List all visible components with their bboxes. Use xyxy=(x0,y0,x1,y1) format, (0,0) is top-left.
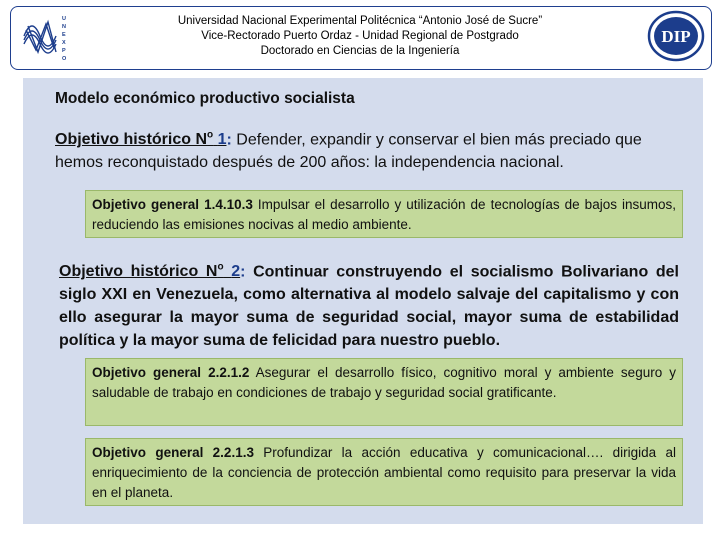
objective-2-label: Objetivo histórico $N^o$ 2 xyxy=(59,262,241,281)
svg-text:DIP: DIP xyxy=(661,27,691,46)
general-objective-2-label: Objetivo general 2.2.1.2 xyxy=(92,365,250,380)
content-panel xyxy=(23,78,703,524)
general-objective-box-1 xyxy=(85,190,683,238)
objective-1-label: Objetivo histórico $N^o$ 1 xyxy=(55,130,227,149)
svg-text:N: N xyxy=(62,24,66,30)
svg-text:O: O xyxy=(62,56,67,62)
general-objective-1-label: Objetivo general 1.4.10.3 xyxy=(92,197,253,212)
general-objective-3-text: Profundizar la acción educativa y comunicacional…. dirigida al enriquecimiento de la conciencia de protección ambiental como requisito para preservar la vida en el planeta. xyxy=(92,445,676,500)
historical-objective-1: Objetivo histórico $N^o$ 1: Defender, expandir y conservar el bien más preciado que hemos reconquistado después de 200 años: la independencia nacional. xyxy=(55,130,642,172)
general-objective-box-3 xyxy=(85,438,683,506)
general-objective-box-2 xyxy=(85,358,683,426)
institution-header xyxy=(90,14,630,59)
general-objective-2-text: Asegurar el desarrollo físico, cognitivo moral y ambiente seguro y saludable de trabajo en condiciones de trabajo y seguridad social gratificante. xyxy=(92,365,676,400)
svg-text:U: U xyxy=(62,16,66,22)
general-objective-3-label: Objetivo general 2.2.1.3 xyxy=(92,445,254,460)
general-objective-1-text: Impulsar el desarrollo y utilización de tecnologías de bajos insumos, reduciendo las emisiones nocivas al medio ambiente. xyxy=(92,197,676,232)
header-line-vicerectorado: Vice-Rectorado Puerto Ordaz - Unidad Regional de Postgrado xyxy=(201,30,519,42)
svg-text:P: P xyxy=(62,48,66,54)
unexpo-logo xyxy=(20,10,72,64)
header-line-university: Universidad Nacional Experimental Politécnica “Antonio José de Sucre” xyxy=(177,15,543,27)
objective-2-text: Continuar construyendo el socialismo Bolivariano del siglo XXI en Venezuela, como alternativa al modelo salvaje del capitalismo y con ello asegurar la mayor suma de seguridad social, mayor suma de estabilidad política y la mayor suma de felicidad para nuestro pueblo. xyxy=(59,263,679,350)
slide-title: Modelo económico productivo socialista xyxy=(55,90,355,107)
svg-text:X: X xyxy=(62,40,66,46)
header-line-doctorado: Doctorado en Ciencias de la Ingeniería xyxy=(260,45,460,57)
historical-objective-2: Objetivo histórico $N^o$ 2: Continuar construyendo el socialismo Bolivariano del siglo XXI en Venezuela, como alternativa al modelo salvaje del capitalismo y con ello asegurar la mayor suma de seguridad social, mayor suma de estabilidad política y la mayor suma de felicidad para nuestro pueblo. xyxy=(59,262,679,350)
svg-text:E: E xyxy=(62,32,66,38)
dip-logo xyxy=(646,10,706,62)
objective-1-text: Defender, expandir y conservar el bien más preciado que hemos reconquistado después de 200 años: la independencia nacional. xyxy=(55,131,642,172)
